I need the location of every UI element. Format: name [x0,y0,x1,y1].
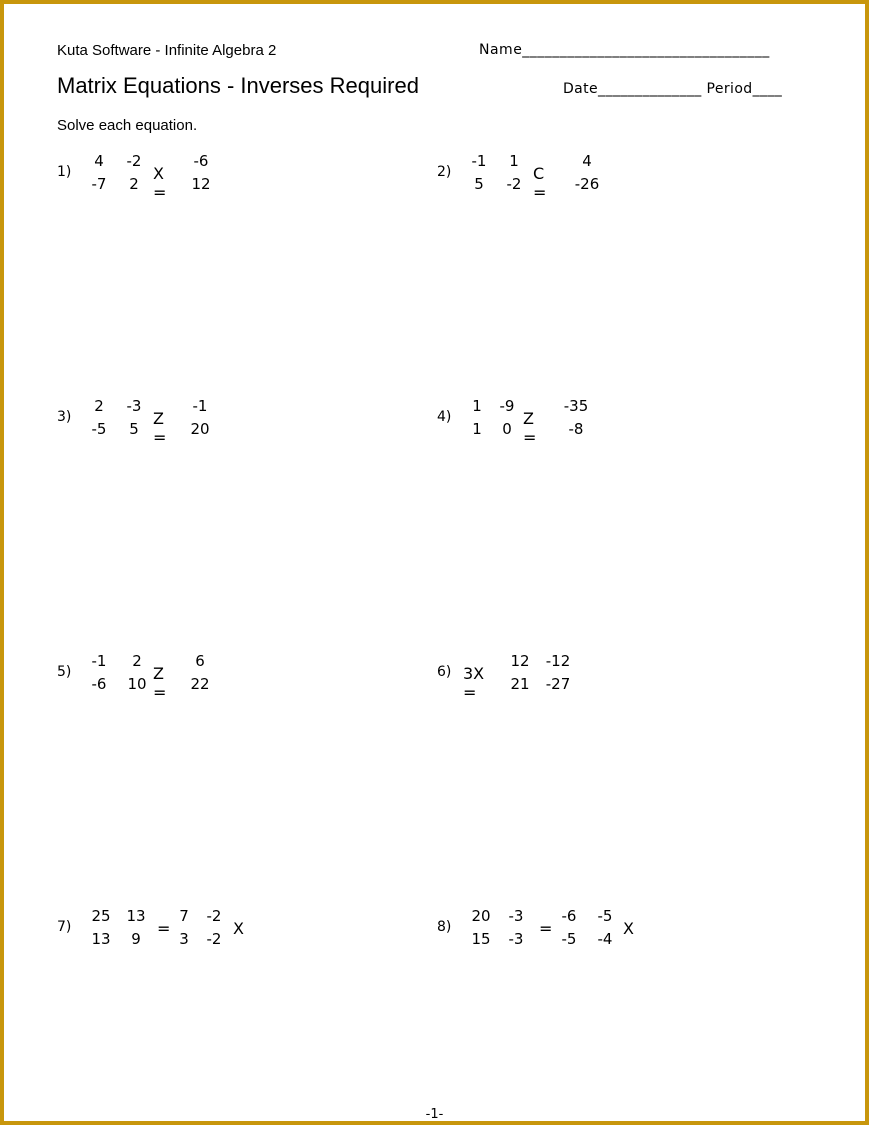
matrix-b-cell: -35 [563,397,589,415]
matrix-a-cell: 9 [131,930,141,948]
name-field: Name_________________________________ [479,42,770,58]
variable-equals: Z = [523,409,537,447]
variable-label: X [233,919,244,938]
matrix-a-cell: 4 [94,152,104,170]
matrix-b-cell: -27 [545,675,571,693]
matrix-a-cell: 10 [127,675,147,693]
matrix-a-cell: -6 [91,675,107,693]
matrix-b-cell: -5 [597,907,613,925]
date-period-field: Date______________ Period____ [563,81,783,97]
matrix-b-cell: -6 [193,152,209,170]
matrix-a-cell: -1 [91,652,107,670]
variable-equals: Z = [153,664,167,702]
problem-number: 2) [437,164,452,180]
matrix-a-cell: -3 [508,907,524,925]
matrix-a-cell: 13 [126,907,146,925]
variable-equals: Z = [153,409,167,447]
equals-sign: = [539,919,553,938]
matrix-b-cell: 4 [582,152,592,170]
matrix-b-cell: 3 [179,930,189,948]
matrix-a-cell: 0 [502,420,512,438]
matrix-a-cell: 5 [129,420,139,438]
matrix-b-cell: 6 [195,652,205,670]
matrix-b-cell: -4 [597,930,613,948]
matrix-a-cell: 5 [474,175,484,193]
matrix-a-cell: -3 [126,397,142,415]
matrix-a-cell: 15 [471,930,491,948]
problem-number: 5) [57,664,72,680]
matrix-b-cell: -12 [545,652,571,670]
matrix-b-cell: -6 [561,907,577,925]
matrix-a-cell: 13 [91,930,111,948]
matrix-b-cell: -26 [574,175,600,193]
worksheet-title: Matrix Equations - Inverses Required [57,73,419,98]
variable-label: X [623,919,634,938]
matrix-a-cell: -9 [499,397,515,415]
matrix-b-cell: 12 [510,652,530,670]
matrix-a-cell: 25 [91,907,111,925]
matrix-a-cell: -5 [91,420,107,438]
matrix-a-cell: -3 [508,930,524,948]
equals-sign: = [157,919,171,938]
matrix-a-cell: 1 [472,397,482,415]
matrix-b-cell: -5 [561,930,577,948]
matrix-a-cell: 20 [471,907,491,925]
matrix-a-cell: -2 [126,152,142,170]
matrix-a-cell: 2 [129,175,139,193]
variable-equals: 3X = [463,664,485,702]
matrix-a-cell: -2 [506,175,522,193]
matrix-b-cell: -1 [192,397,208,415]
matrix-b-cell: 21 [510,675,530,693]
problem-number: 6) [437,664,452,680]
matrix-a-cell: 1 [509,152,519,170]
matrix-b-cell: 20 [190,420,210,438]
instructions: Solve each equation. [57,117,198,134]
variable-equals: X = [153,164,167,202]
problem-number: 4) [437,409,452,425]
matrix-b-cell: 22 [190,675,210,693]
problem-number: 3) [57,409,72,425]
software-label: Kuta Software - Infinite Algebra 2 [57,42,277,59]
matrix-a-cell: 2 [94,397,104,415]
matrix-b-cell: -8 [568,420,584,438]
matrix-b-cell: 12 [191,175,211,193]
problem-number: 1) [57,164,72,180]
matrix-a-cell: 2 [132,652,142,670]
page-number: -1- [425,1107,444,1122]
matrix-b-cell: 7 [179,907,189,925]
matrix-b-cell: -2 [206,907,222,925]
matrix-a-cell: 1 [472,420,482,438]
variable-equals: C = [533,164,547,202]
matrix-a-cell: -1 [471,152,487,170]
problem-number: 7) [57,919,72,935]
matrix-b-cell: -2 [206,930,222,948]
matrix-a-cell: -7 [91,175,107,193]
problem-number: 8) [437,919,452,935]
